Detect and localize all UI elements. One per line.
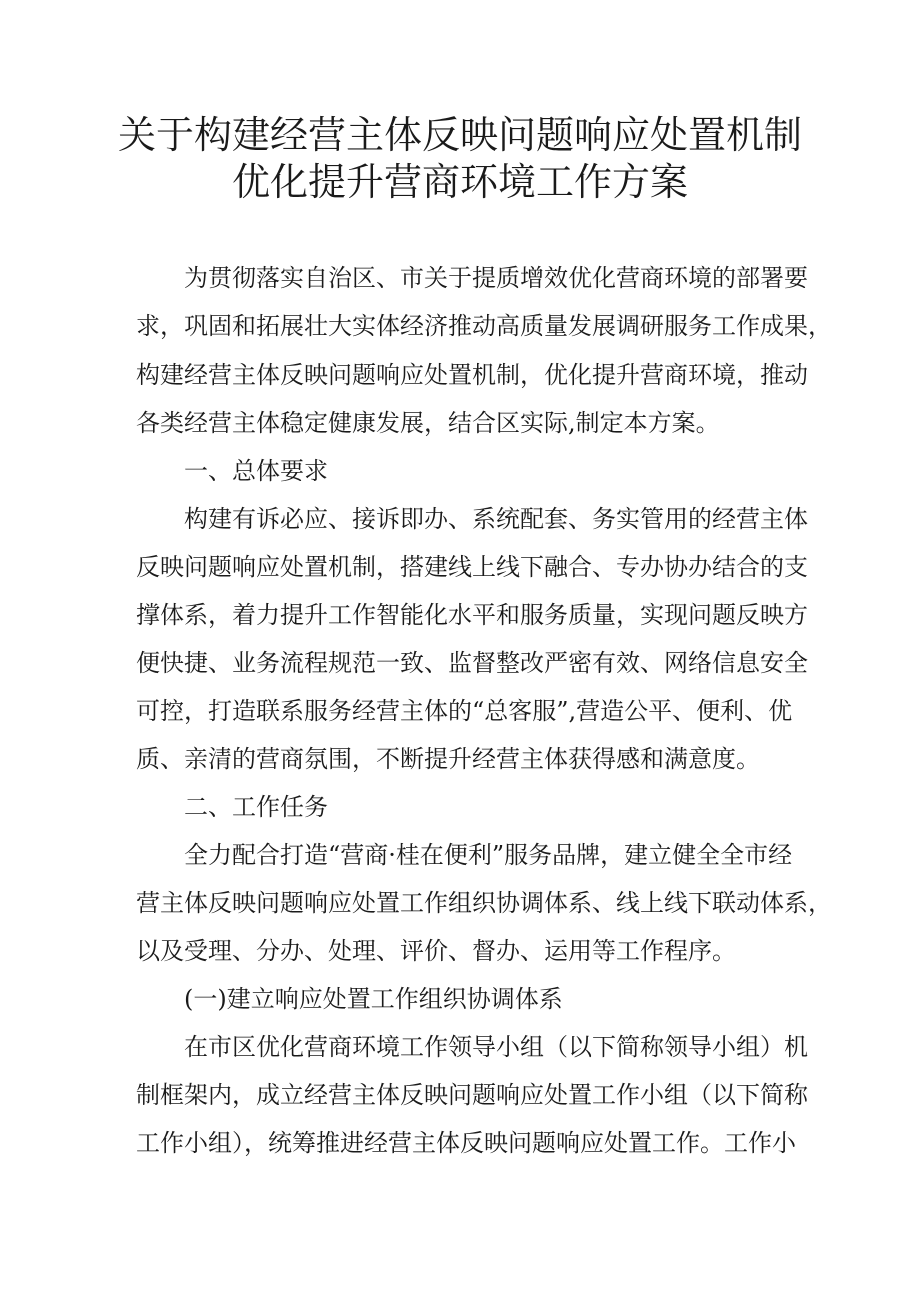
paragraph-2-line-6: 质、亲清的营商氛围，不断提升经营主体获得感和满意度。 — [136, 745, 760, 773]
paragraph-2-line-3: 撑体系，着力提升工作智能化水平和服务质量，实现问题反映方 — [136, 601, 808, 629]
paragraph-3-line-1: 全力配合打造“营商·桂在便利”服务品牌，建立健全全市经 — [184, 841, 793, 869]
paragraph-3-line-3: 以及受理、分办、处理、评价、督办、运用等工作程序。 — [136, 937, 736, 965]
paragraph-2-line-2: 反映问题响应处置机制，搭建线上线下融合、专办协办结合的支 — [136, 553, 808, 581]
document-title-line-2: 优化提升营商环境工作方案 — [231, 160, 688, 204]
paragraph-1-line-3: 构建经营主体反映问题响应处置机制，优化提升营商环境，推动 — [136, 361, 808, 389]
paragraph-1-line-2: 求，巩固和拓展壮大实体经济推动高质量发展调研服务工作成果， — [136, 312, 832, 340]
paragraph-4-line-3: 工作小组），统筹推进经营主体反映问题响应处置工作。工作小 — [136, 1129, 796, 1157]
paragraph-4-line-1: 在市区优化营商环境工作领导小组（以下简称领导小组）机 — [184, 1033, 808, 1061]
paragraph-2-line-4: 便快捷、业务流程规范一致、监督整改严密有效、网络信息安全 — [136, 649, 808, 677]
paragraph-2-line-5: 可控，打造联系服务经营主体的“总客服”,营造公平、便利、优 — [136, 697, 793, 725]
document-title-line-1: 关于构建经营主体反映问题响应处置机制 — [117, 113, 802, 157]
paragraph-2-line-1: 构建有诉必应、接诉即办、系统配套、务实管用的经营主体 — [184, 505, 808, 533]
paragraph-4-line-2: 制框架内，成立经营主体反映问题响应处置工作小组（以下简称 — [136, 1081, 808, 1109]
paragraph-1-line-1: 为贯彻落实自治区、市关于提质增效优化营商环境的部署要 — [184, 264, 808, 292]
paragraph-3-line-2: 营主体反映问题响应处置工作组织协调体系、线上线下联动体系， — [136, 889, 832, 917]
section-heading-1: 一、总体要求 — [184, 457, 328, 485]
subsection-heading-1: (一)建立响应处置工作组织协调体系 — [184, 985, 563, 1013]
section-heading-2: 二、工作任务 — [184, 793, 328, 821]
paragraph-1-line-4: 各类经营主体稳定健康发展，结合区实际,制定本方案。 — [136, 409, 720, 437]
